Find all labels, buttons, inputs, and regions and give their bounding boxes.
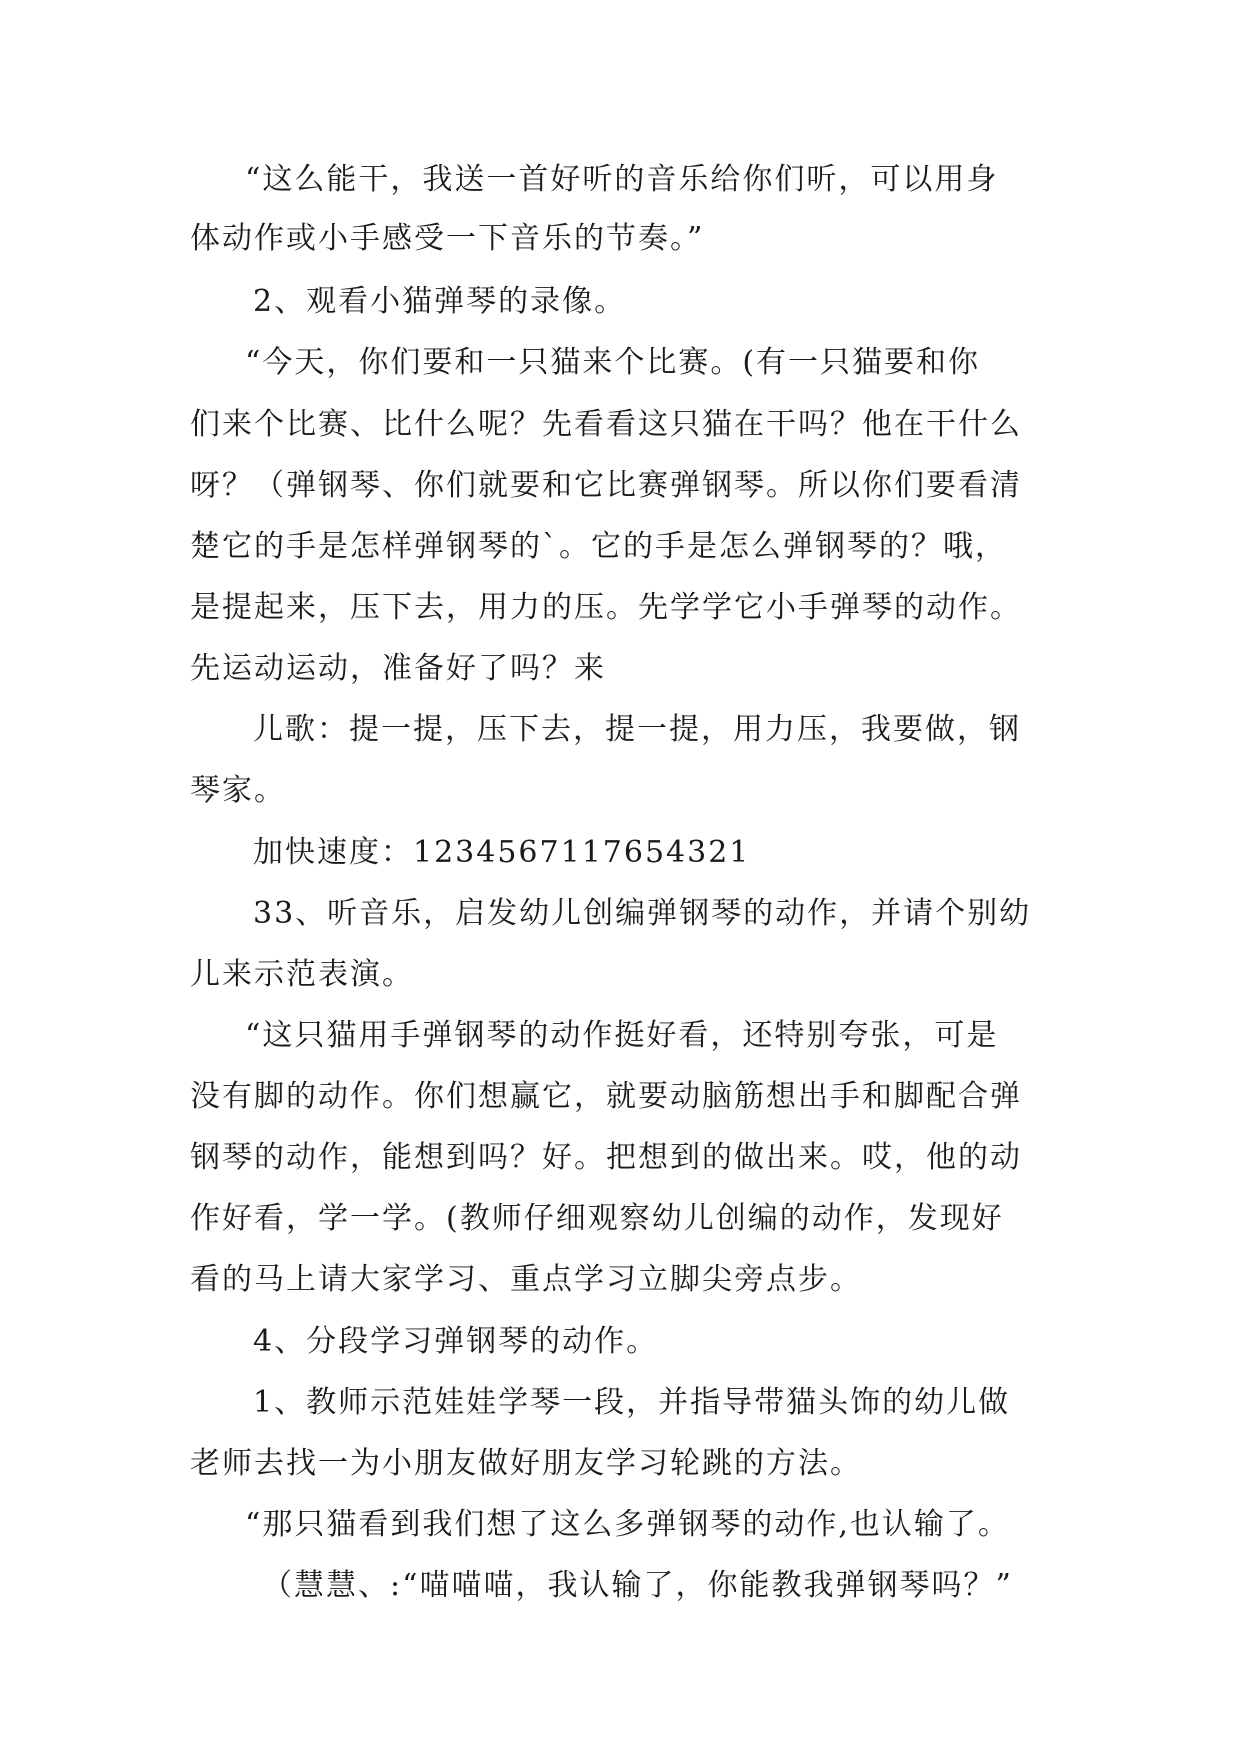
paragraph-line: “这么能干，我送一首好听的音乐给你们听，可以用身	[245, 162, 999, 197]
paragraph-line: 33、听音乐，启发幼儿创编弹钢琴的动作，并请个别幼	[253, 896, 1032, 931]
paragraph-line: 儿歌：提一提，压下去，提一提，用力压，我要做，钢	[253, 712, 1021, 747]
paragraph-line: 作好看，学一学。(教师仔细观察幼儿创编的动作，发现好	[190, 1201, 1004, 1236]
paragraph-line: 楚它的手是怎样弹钢琴的`。它的手是怎么弹钢琴的？哦，	[190, 529, 1007, 564]
paragraph-line: 琴家。	[190, 773, 286, 808]
paragraph-line: 钢琴的动作，能想到吗？好。把想到的做出来。哎，他的动	[190, 1140, 1022, 1175]
paragraph-line: 体动作或小手感受一下音乐的节奏。”	[190, 221, 705, 256]
paragraph-line: 没有脚的动作。你们想赢它，就要动脑筋想出手和脚配合弹	[190, 1079, 1022, 1114]
paragraph-line: 1、教师示范娃娃学琴一段，并指导带猫头饰的幼儿做	[253, 1385, 1011, 1420]
paragraph-line: 2、观看小猫弹琴的录像。	[253, 284, 627, 319]
paragraph-line: “这只猫用手弹钢琴的动作挺好看，还特别夸张，可是	[245, 1018, 999, 1053]
paragraph-line: 加快速度：1234567117654321	[253, 835, 751, 870]
paragraph-line: 是提起来，压下去，用力的压。先学学它小手弹琴的动作。	[190, 590, 1022, 625]
paragraph-line: （慧慧、:“喵喵喵，我认输了，你能教我弹钢琴吗？”	[262, 1568, 1013, 1603]
paragraph-line: 呀？（弹钢琴、你们就要和它比赛弹钢琴。所以你们要看清	[190, 468, 1022, 503]
paragraph-line: 先运动运动，准备好了吗？来	[190, 651, 606, 686]
paragraph-line: “今天，你们要和一只猫来个比赛。(有一只猫要和你	[245, 345, 981, 380]
paragraph-line: “那只猫看到我们想了这么多弹钢琴的动作,也认输了。	[245, 1507, 1010, 1542]
paragraph-line: 儿来示范表演。	[190, 957, 414, 992]
paragraph-line: 看的马上请大家学习、重点学习立脚尖旁点步。	[190, 1262, 862, 1297]
paragraph-line: 老师去找一为小朋友做好朋友学习轮跳的方法。	[190, 1446, 862, 1481]
paragraph-line: 们来个比赛、比什么呢？先看看这只猫在干吗？他在干什么	[190, 407, 1022, 442]
paragraph-line: 4、分段学习弹钢琴的动作。	[253, 1324, 659, 1359]
